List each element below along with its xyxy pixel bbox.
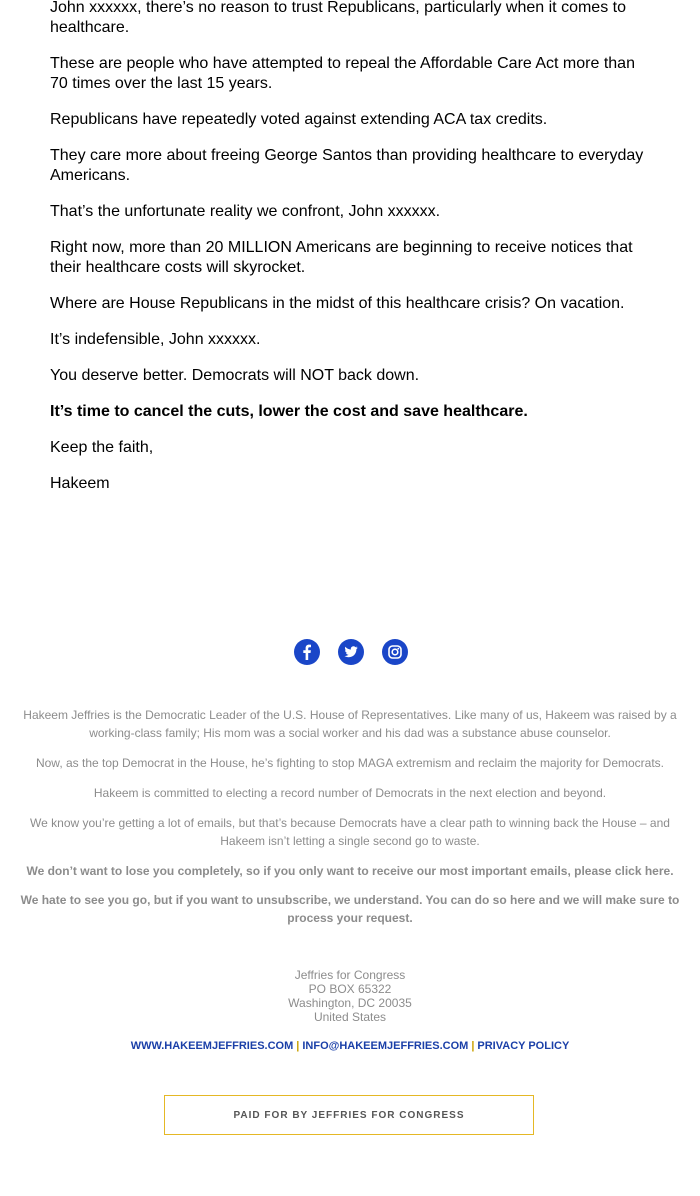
important-emails-end: . [670,864,674,878]
unsubscribe-notice [15,891,685,927]
about-paragraph-maga: Now, as the top Democrat in the House, he’s fighting to stop MAGA extremism and reclaim the majority for Democrats. [35,756,665,770]
address-city: Washington, DC 20035 [288,996,412,1010]
address-org: Jeffries for Congress [294,968,406,982]
about-paragraph: Hakeem Jeffries is the Democratic Leader of the U.S. House of Representatives. Like many of us, Hakeem was raised by a working-class family; His mom was a social worker and his dad was a substance abuse counselor. [23,708,677,740]
social-links [0,639,700,665]
link-separator: | [471,1040,475,1052]
paragraph-vacation: Where are House Republicans in the midst of this healthcare crisis? On vacation. [50,295,625,312]
email-link[interactable]: INFO@HAKEEMJEFFRIES.COM [302,1040,469,1052]
email-body [50,0,650,510]
paragraph-tax-credits: Republicans have repeatedly voted against extending ACA tax credits. [50,111,548,128]
about-paragraph-emails: We know you’re getting a lot of emails, but that’s because Democrats have a clear path to winning back the House – and Hakeem isn’t letting a single second go to waste. [30,816,670,848]
facebook-link[interactable] [294,639,320,665]
important-emails-text: We don’t want to lose you completely, so if you only want to receive our most important emails, please [26,864,615,878]
paragraph-trust: John xxxxxx, there’s no reason to trust Republicans, particularly when it comes to healthcare. [50,0,626,36]
paragraph-george-santos: They care more about freeing George Santos than providing healthcare to everyday Americans. [50,147,644,184]
paragraph-reality: That’s the unfortunate reality we confront, John xxxxxx. [50,203,441,220]
footer-text [15,706,685,938]
signature: Hakeem [50,475,110,492]
paragraph-call-to-action: It’s time to cancel the cuts, lower the cost and save healthcare. [50,403,528,420]
address-country: United States [313,1010,387,1024]
paid-for-disclaimer: PAID FOR BY JEFFRIES FOR CONGRESS [164,1095,534,1135]
instagram-link[interactable] [382,639,408,665]
unsubscribe-text: We hate to see you go, but if you want to unsubscribe, we understand. You can do so [20,893,510,907]
sign-off: Keep the faith, [50,439,154,456]
paragraph-deserve-better: You deserve better. Democrats will NOT back down. [50,367,420,384]
mailing-address [0,968,700,1024]
footer-links [0,1038,700,1054]
paragraph-repeal-aca: These are people who have attempted to repeal the Affordable Care Act more than 70 times over the last 15 years. [50,55,635,92]
website-link[interactable]: WWW.HAKEEMJEFFRIES.COM [130,1040,294,1052]
paragraph-indefensible: It’s indefensible, John xxxxxx. [50,331,261,348]
twitter-icon [338,639,364,665]
unsubscribe-end: and we will make sure to process your request. [287,893,680,925]
privacy-policy-link[interactable]: PRIVACY POLICY [477,1040,570,1052]
twitter-link[interactable] [338,639,364,665]
click-here-link[interactable]: click here [614,864,671,878]
instagram-icon [382,639,408,665]
paragraph-notices: Right now, more than 20 MILLION Americans are beginning to receive notices that their healthcare costs will skyrocket. [50,239,633,276]
unsubscribe-link[interactable]: here [509,893,536,907]
link-separator: | [296,1040,300,1052]
about-paragraph-record: Hakeem is committed to electing a record number of Democrats in the next election and beyond. [93,786,607,800]
important-emails-notice [15,862,685,880]
address-pobox: PO BOX 65322 [308,982,392,996]
facebook-icon [294,639,320,665]
